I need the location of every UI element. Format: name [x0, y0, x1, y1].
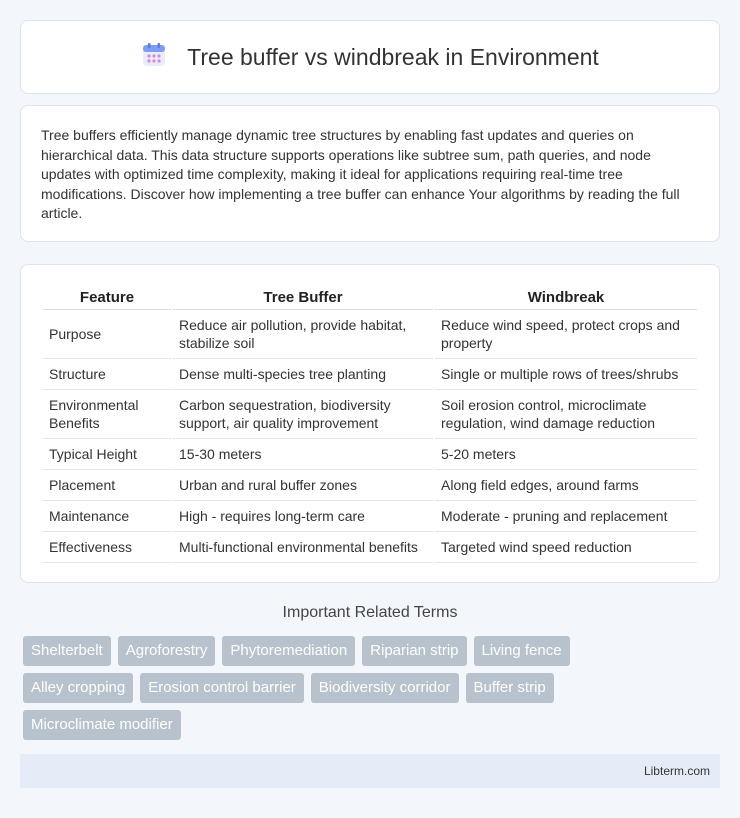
footer-link[interactable]: Libterm.com — [643, 764, 710, 778]
column-header: Feature — [43, 285, 171, 310]
intro-card — [20, 105, 720, 242]
table-cell: Targeted wind speed reduction — [435, 532, 697, 563]
table-cell: Urban and rural buffer zones — [173, 470, 433, 501]
table-row — [43, 439, 697, 470]
table-cell: Carbon sequestration, biodiversity support, air quality improvement — [173, 390, 433, 439]
comparison-card — [20, 264, 720, 583]
table-cell: Moderate - pruning and replacement — [435, 501, 697, 532]
tag-biodiversity-corridor[interactable]: Biodiversity corridor — [311, 673, 459, 703]
table-cell: Reduce air pollution, provide habitat, stabilize soil — [173, 310, 433, 359]
intro-text: Tree buffers efficiently manage dynamic tree structures by enabling fast updates and queries on hierarchical data. This data structure supports operations like subtree sum, path queries, and node updates with optimized time complexity, making it ideal for applications requiring real-time tree modifications. Discover how implementing a tree buffer can enhance Your algorithms by reading the full article. — [41, 127, 680, 222]
table-row — [43, 390, 697, 439]
table-row — [43, 310, 697, 359]
table-row — [43, 532, 697, 563]
table-cell: Environmental Benefits — [43, 390, 171, 439]
table-row — [43, 359, 697, 390]
table-cell: 5-20 meters — [435, 439, 697, 470]
calendar-icon — [141, 42, 167, 73]
header-card — [20, 20, 720, 94]
table-cell: Structure — [43, 359, 171, 390]
table-row — [43, 501, 697, 532]
tag-shelterbelt[interactable]: Shelterbelt — [23, 636, 111, 666]
table-cell: Soil erosion control, microclimate regulation, wind damage reduction — [435, 390, 697, 439]
tag-riparian-strip[interactable]: Riparian strip — [362, 636, 466, 666]
table-cell: Dense multi-species tree planting — [173, 359, 433, 390]
table-cell: 15-30 meters — [173, 439, 433, 470]
column-header: Windbreak — [435, 285, 697, 310]
comparison-table — [41, 285, 699, 563]
tag-row — [23, 673, 723, 703]
table-cell: Placement — [43, 470, 171, 501]
tag-erosion-control-barrier[interactable]: Erosion control barrier — [140, 673, 304, 703]
table-cell: High - requires long-term care — [173, 501, 433, 532]
table-cell: Maintenance — [43, 501, 171, 532]
table-cell: Reduce wind speed, protect crops and property — [435, 310, 697, 359]
column-header: Tree Buffer — [173, 285, 433, 310]
table-row — [43, 470, 697, 501]
table-cell: Single or multiple rows of trees/shrubs — [435, 359, 697, 390]
table-cell: Typical Height — [43, 439, 171, 470]
related-terms-title: Important Related Terms — [282, 604, 458, 621]
tag-living-fence[interactable]: Living fence — [474, 636, 570, 666]
table-cell: Along field edges, around farms — [435, 470, 697, 501]
page-title: Tree buffer vs windbreak in Environment — [187, 43, 599, 70]
tag-phytoremediation[interactable]: Phytoremediation — [222, 636, 355, 666]
tag-alley-cropping[interactable]: Alley cropping — [23, 673, 133, 703]
tag-microclimate-modifier[interactable]: Microclimate modifier — [23, 710, 181, 740]
tag-row — [23, 636, 723, 666]
tag-row — [23, 710, 723, 740]
tag-agroforestry[interactable]: Agroforestry — [118, 636, 216, 666]
tag-buffer-strip[interactable]: Buffer strip — [466, 673, 554, 703]
table-header-row — [43, 285, 697, 310]
table-cell: Effectiveness — [43, 532, 171, 563]
related-terms — [23, 636, 723, 747]
footer — [20, 754, 720, 788]
table-cell: Multi-functional environmental benefits — [173, 532, 433, 563]
table-cell: Purpose — [43, 310, 171, 359]
